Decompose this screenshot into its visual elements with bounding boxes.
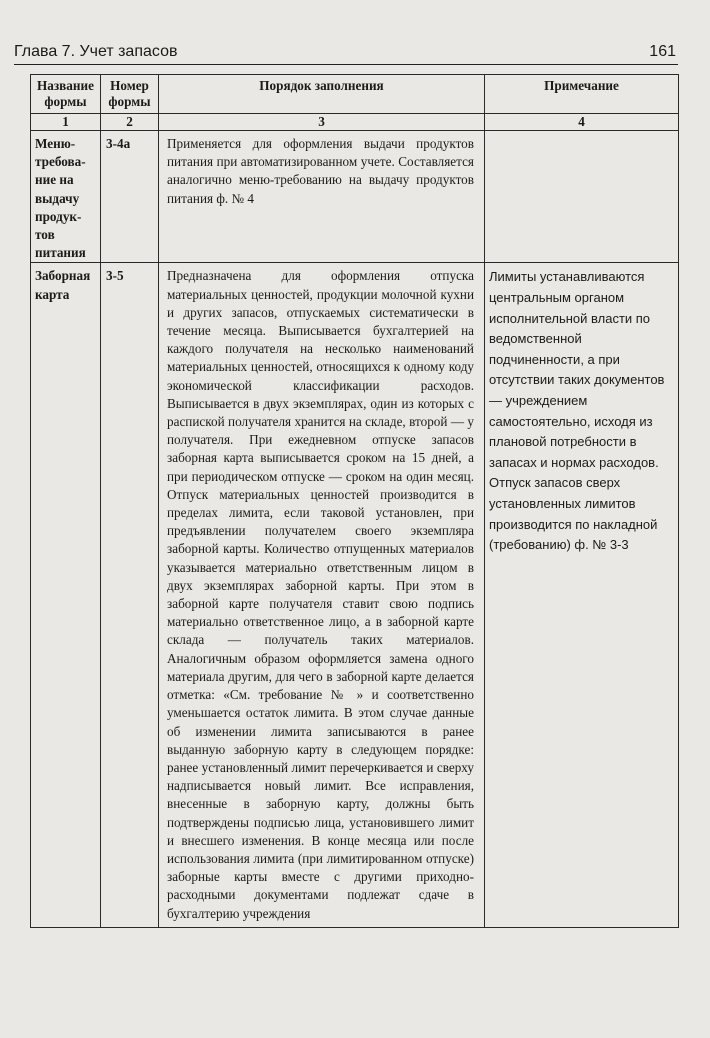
- form-name: Заборная карта: [31, 263, 101, 927]
- form-number: 3-4а: [101, 131, 159, 263]
- page-number: 161: [649, 43, 676, 60]
- chapter-title: Глава 7. Учет запасов: [14, 43, 178, 60]
- column-number: 2: [101, 114, 159, 131]
- form-procedure: Применяется для оформления выдачи продуктов питания при автоматизированном учете. Составляется аналогично меню-требованию на выдачу продуктов питания ф. № 4: [159, 131, 485, 263]
- table-row: [31, 131, 679, 263]
- column-number: 3: [159, 114, 485, 131]
- header-note: Примечание: [485, 75, 679, 114]
- header-procedure: Порядок заполнения: [159, 75, 485, 114]
- column-number-row: [31, 114, 679, 131]
- table-header-row: [31, 75, 679, 114]
- header-form-number: Номер формы: [101, 75, 159, 114]
- form-procedure: Предназначена для оформления отпуска материальных ценностей, продукции молочной кухни и других запасов, отпускаемых систематически в течение месяца. Выписывается бухгалтерией на каждого получателя на несколько наименований материальных ценностей, относящихся к одному коду экономической классификации расходов. Выписывается в двух экземплярах, один из которых с распиской получателя хранится на складе, второй — у получателя. При ежедневном отпуске запасов заборная карта выписывается сроком на 15 дней, а при периодическом отпуске — сроком на один месяц. Отпуск материальных ценностей производится в пределах лимита, если таковой установлен, при предъявлении получателем своего экземпляра заборной карты. Количество отпущенных материалов указывается материально ответственным лицом в двух экземплярах заборной карты. При этом в заборной карте получателя ставит свою подпись материально ответственное лицо, а в заборной карте склада — получатель таких материалов. Аналогичным образом оформляется замена одного материала другим, для чего в заборной карте делается отметка: «См. требование № » и соответственно уменьшается остаток лимита. В этом случае данные об изменении лимита записываются в ранее выданную заборную карту в следующем порядке: ранее установленный лимит перечеркивается и сверху надписывается новый лимит. Все исправления, внесенные в заборную карту, должны быть подтверждены подписью лица, установившего лимит и внесшего изменения. В конце месяца или после использования лимита (при лимитированном отпуске) заборные карты вместе с другими приходно-расходными документами подлежат сдаче в бухгалтерию учреждения: [159, 263, 485, 927]
- form-number: 3-5: [101, 263, 159, 927]
- column-number: 4: [485, 114, 679, 131]
- column-number: 1: [31, 114, 101, 131]
- form-name: Меню- требова- ние на выдачу продук- тов питания: [31, 131, 101, 263]
- table-row: [31, 263, 679, 927]
- header-form-name: Название формы: [31, 75, 101, 114]
- forms-table: [30, 74, 679, 928]
- form-note: [485, 131, 679, 263]
- form-note: Лимиты устанавливаются центральным органом исполнительной власти по ведомственной подчиненности, а при отсутствии таких документов — учреждением самостоятельно, исходя из плановой потребности в запасах и нормах расходов. Отпуск запасов сверх установленных лимитов производится по накладной (требованию) ф. № 3-3: [485, 263, 679, 927]
- running-head: [14, 38, 678, 65]
